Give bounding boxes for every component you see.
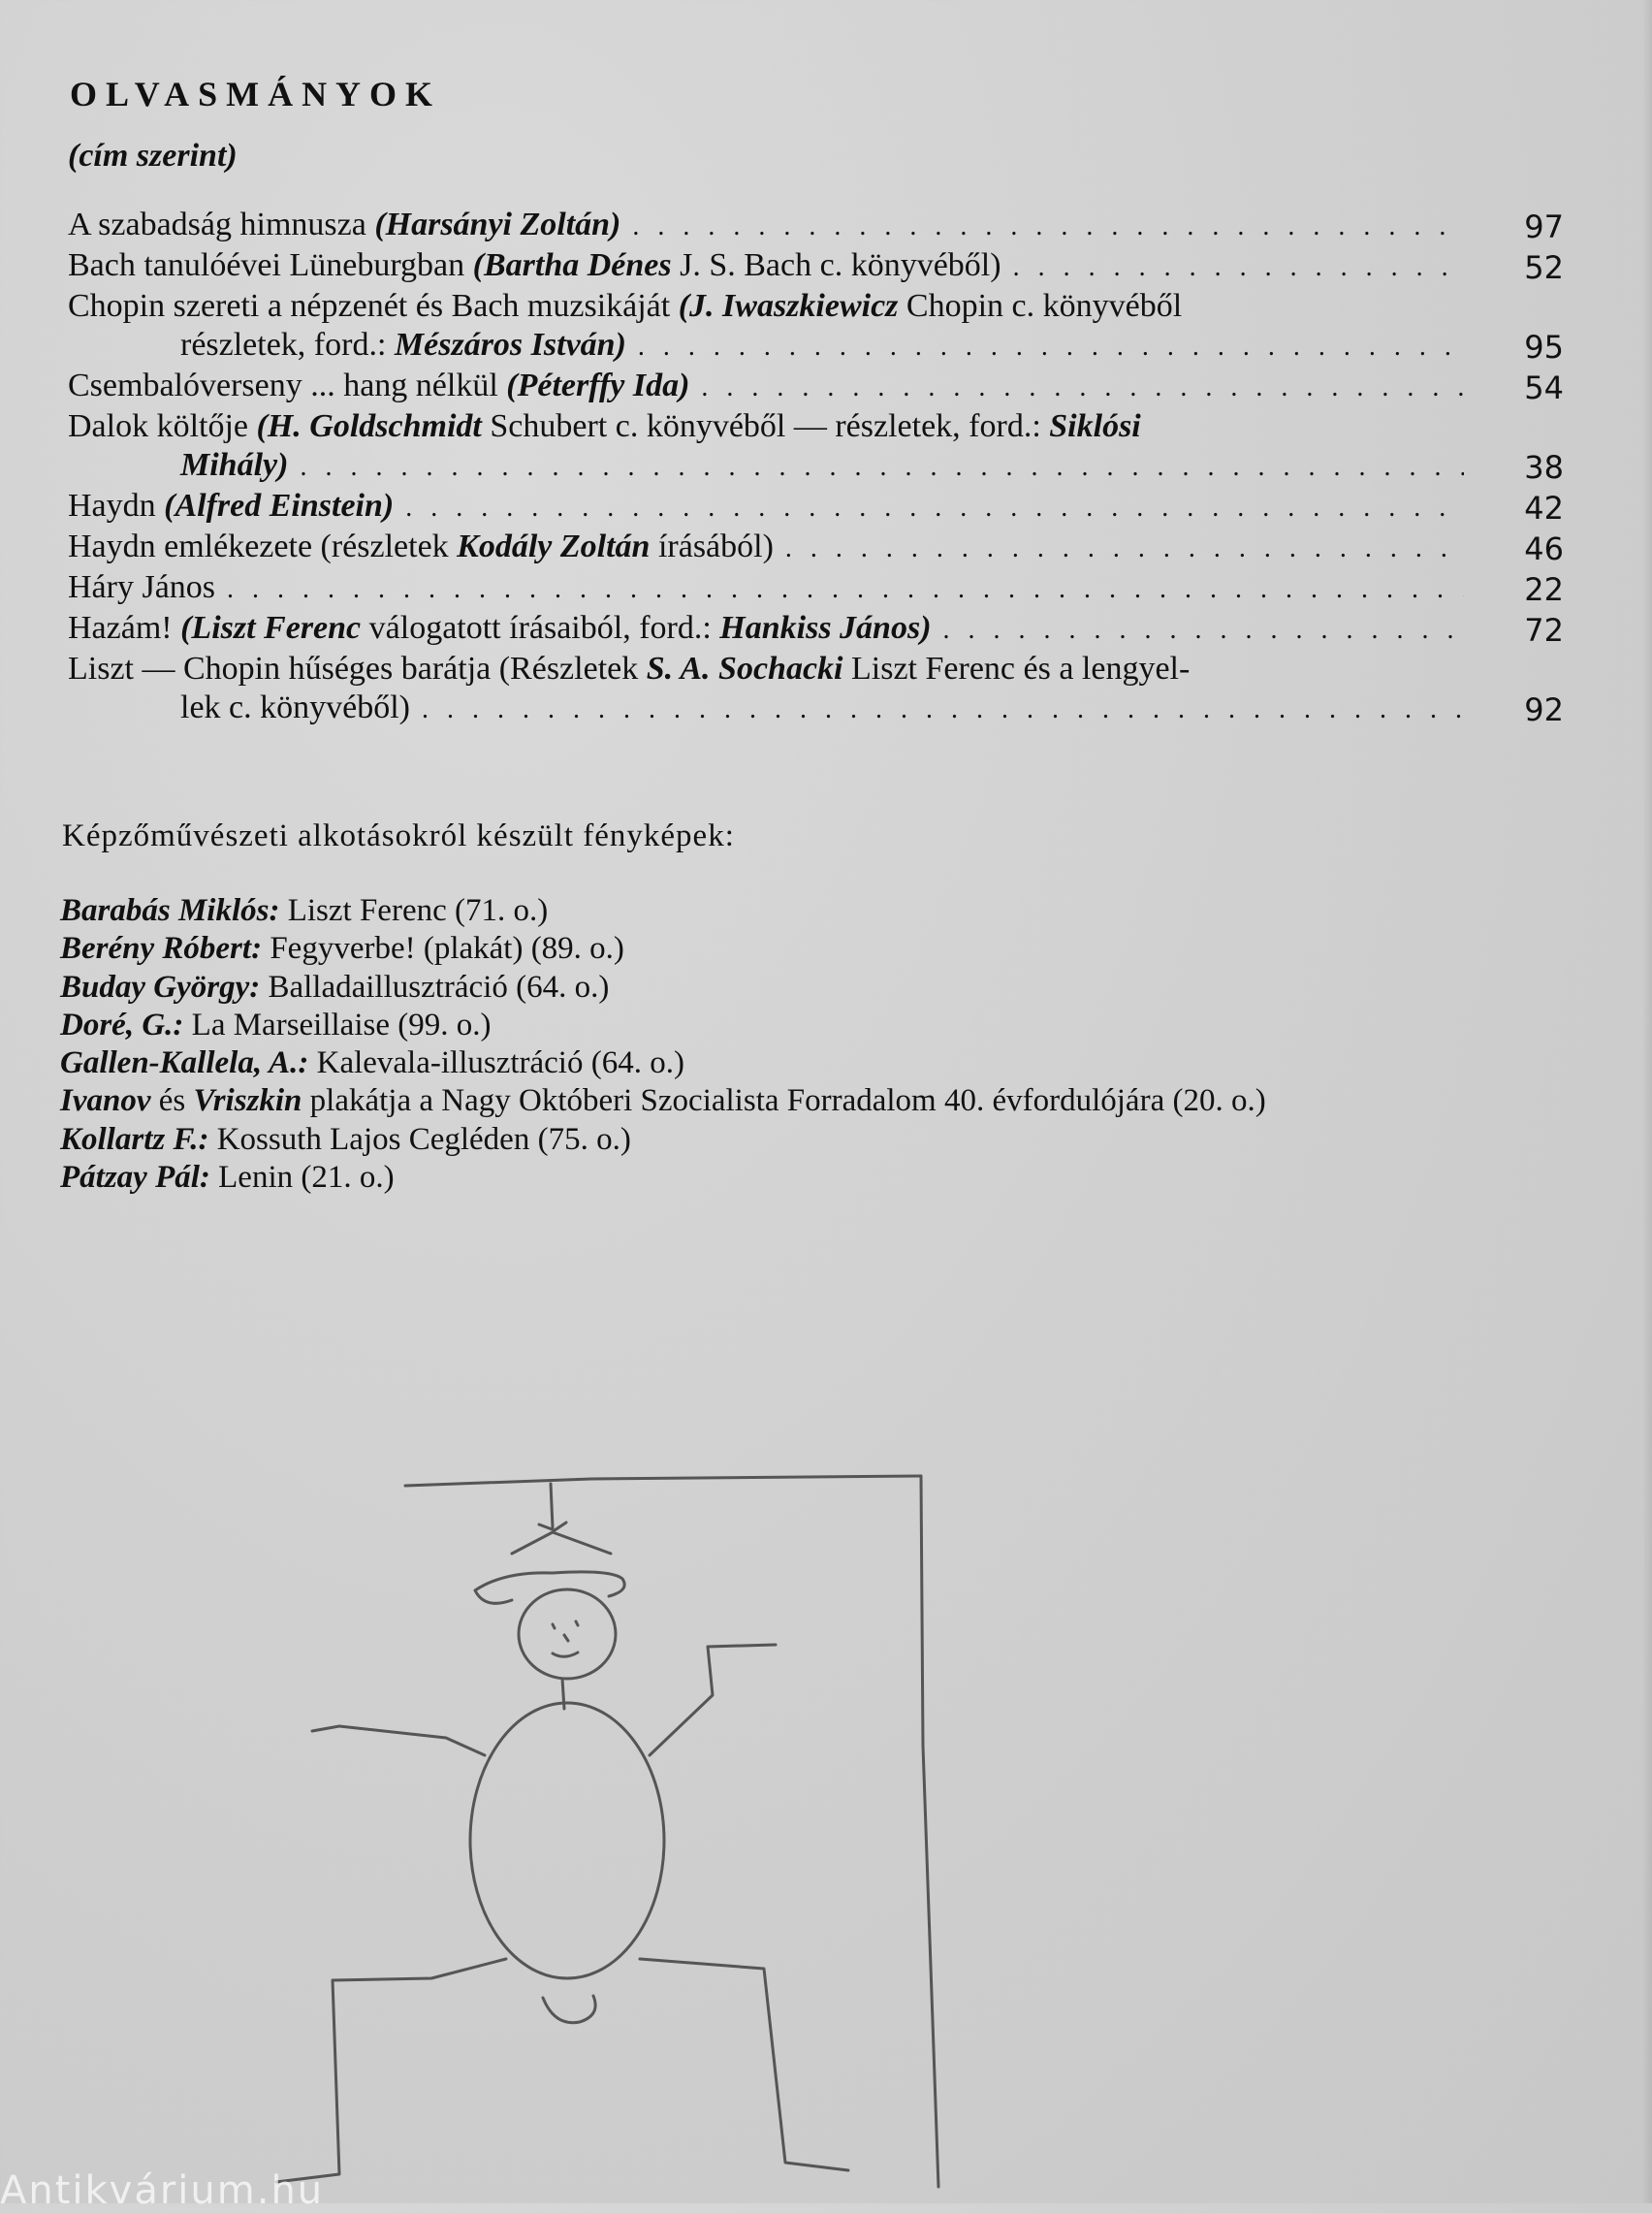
toc-title-text: Bach tanulóévei Lüneburgban [68, 247, 473, 283]
toc-author-italic: (Bartha Dénes [472, 247, 672, 283]
toc-page-number: 54 [1524, 369, 1564, 406]
photo-credit-item [60, 1082, 1611, 1120]
pencil-drawing-hanging-figure [204, 1455, 979, 2192]
toc-entry-title [68, 246, 1001, 285]
toc-entry-line [68, 650, 1464, 689]
photo-work: és [150, 1083, 194, 1119]
toc-author-italic: (J. Iwaszkiewicz [678, 288, 899, 324]
dot-leader [1013, 248, 1464, 287]
photo-work: Kalevala-illusztráció (64. o.) [308, 1045, 684, 1081]
photo-work: Lenin (21. o.) [209, 1160, 395, 1196]
photo-work: Kossuth Lajos Cegléden (75. o.) [208, 1121, 631, 1157]
toc-page-number: 22 [1524, 571, 1564, 608]
toc-title-text: Liszt — Chopin hűséges barátja (Részletek [68, 651, 647, 687]
toc-entry-title [68, 407, 1141, 446]
toc-author-italic: S. A. Sochacki [646, 651, 843, 687]
page-heading: OLVASMÁNYOK [70, 75, 442, 113]
photo-artist: Buday György: [60, 969, 261, 1005]
page-edge-shadow [1642, 0, 1652, 2203]
toc-entry-line [68, 326, 1464, 367]
toc-entry [68, 487, 1564, 528]
photo-work: plakátja a Nagy Októberi Szocialista Forradalom 40. évfordulójára (20. o.) [302, 1083, 1266, 1119]
toc-author-italic: Hankiss János) [719, 610, 932, 646]
dot-leader [405, 489, 1464, 528]
toc-author-italic: (H. Goldschmidt [256, 408, 482, 444]
toc-title-text: Csembalóverseny ... hang nélkül [68, 368, 507, 403]
toc-entry-title [68, 568, 215, 607]
toc-entry-line [68, 287, 1464, 326]
dot-leader [422, 690, 1464, 729]
toc-entry-title [180, 446, 288, 485]
photo-work: Fegyverbe! (plakát) (89. o.) [262, 931, 624, 967]
photo-artist: Kollartz F.: [60, 1121, 209, 1157]
toc-entry [68, 609, 1564, 650]
toc-author-italic: Siklósi [1049, 408, 1141, 444]
photo-credit-item [60, 1007, 1611, 1044]
toc-entry-title [180, 689, 410, 727]
toc-title-text: lek c. könyvéből) [180, 690, 410, 725]
toc-entry [68, 206, 1564, 246]
toc-page-number: 95 [1524, 329, 1564, 366]
photo-artist: Gallen-Kallela, A.: [60, 1045, 309, 1081]
photo-artist: Ivanov [60, 1083, 151, 1119]
toc-entry [68, 246, 1564, 287]
toc-entry-line [68, 689, 1464, 729]
toc-entry-line [68, 367, 1464, 407]
toc-entry-title [68, 650, 1190, 689]
toc-page-number: 97 [1524, 208, 1564, 245]
toc-title-text: Háry János [68, 569, 216, 605]
dot-leader [632, 208, 1464, 246]
toc-title-text: Haydn emlékezete (részletek [68, 529, 458, 564]
toc-entry [68, 650, 1564, 729]
photos-list [60, 892, 1611, 1197]
dot-leader [943, 611, 1464, 650]
dot-leader [227, 570, 1464, 609]
toc-author-italic: (Péterffy Ida) [506, 368, 690, 403]
toc-entry-line [68, 246, 1464, 287]
photo-artist: Doré, G.: [60, 1007, 184, 1042]
photo-credit-item [60, 1121, 1611, 1159]
toc-author-italic: Mészáros István) [394, 327, 626, 363]
photo-credit-item [60, 930, 1611, 968]
toc-entry [68, 287, 1564, 367]
toc-author-italic: (Alfred Einstein) [164, 488, 395, 524]
toc-entry-line [68, 568, 1464, 609]
toc-page-number: 42 [1524, 490, 1564, 527]
dot-leader [300, 448, 1464, 487]
toc-author-italic: Mihály) [180, 447, 289, 483]
toc-title-text: Haydn [68, 488, 165, 524]
toc-entry-line [68, 446, 1464, 487]
toc-title-text: J. S. Bach c. könyvéből) [671, 247, 1001, 283]
toc-title-text: Dalok költője [68, 408, 257, 444]
toc-title-text: Chopin c. könyvéből [898, 288, 1183, 324]
photo-credit-item [60, 892, 1611, 930]
toc-entry-title [68, 287, 1182, 326]
toc-entry-line [68, 528, 1464, 568]
photo-credit-item [60, 1159, 1611, 1197]
toc-title-text: Liszt Ferenc és a lengyel- [842, 651, 1191, 687]
toc-entry [68, 407, 1564, 487]
photo-work: La Marseillaise (99. o.) [183, 1007, 492, 1042]
toc-page-number: 92 [1524, 691, 1564, 728]
toc-author-italic: (Liszt Ferenc [180, 610, 362, 646]
toc-title-text: A szabadság himnusza [68, 207, 375, 242]
dot-leader [785, 529, 1464, 568]
toc-entry-title [68, 367, 689, 405]
toc-page-number: 38 [1524, 449, 1564, 486]
toc-entry-title [68, 528, 774, 566]
toc-entry-line [68, 407, 1464, 446]
photo-artist: Berény Róbert: [60, 931, 263, 967]
toc-entry-title [68, 487, 394, 526]
toc-entry [68, 528, 1564, 568]
toc-title-text: Hazám! [68, 610, 181, 646]
dot-leader [638, 328, 1464, 367]
photo-artist: Barabás Miklós: [60, 893, 280, 928]
photos-section-title: Képzőművészeti alkotásokról készült fényképek: [62, 818, 735, 853]
toc-entry-title [180, 326, 626, 365]
table-of-contents [68, 206, 1564, 729]
toc-page-number: 72 [1524, 612, 1564, 649]
photo-credit-item [60, 969, 1611, 1007]
toc-title-text: Chopin szereti a népzenét és Bach muzsikáját [68, 288, 679, 324]
page-subheading: (cím szerint) [68, 138, 238, 174]
toc-author-italic: (Harsányi Zoltán) [374, 207, 621, 242]
toc-entry-line [68, 609, 1464, 650]
dot-leader [701, 369, 1464, 407]
toc-entry-title [68, 609, 932, 648]
photo-artist: Vriszkin [193, 1083, 302, 1119]
watermark: Antikvárium.hu [0, 2168, 325, 2213]
toc-title-text: írásából) [650, 529, 774, 564]
photo-work: Balladaillusztráció (64. o.) [260, 969, 610, 1005]
toc-title-text: válogatott írásaiból, ford.: [361, 610, 720, 646]
toc-page-number: 52 [1524, 249, 1564, 286]
toc-entry-line [68, 206, 1464, 246]
toc-entry-line [68, 487, 1464, 528]
toc-entry [68, 367, 1564, 407]
toc-entry-title [68, 206, 620, 244]
toc-title-text: Schubert c. könyvéből — részletek, ford.: [481, 408, 1050, 444]
toc-author-italic: Kodály Zoltán [457, 529, 651, 564]
photo-artist: Pátzay Pál: [60, 1160, 210, 1196]
photo-work: Liszt Ferenc (71. o.) [279, 893, 549, 928]
photo-credit-item [60, 1044, 1611, 1082]
toc-title-text: részletek, ford.: [180, 327, 395, 363]
toc-entry [68, 568, 1564, 609]
toc-page-number: 46 [1524, 530, 1564, 567]
